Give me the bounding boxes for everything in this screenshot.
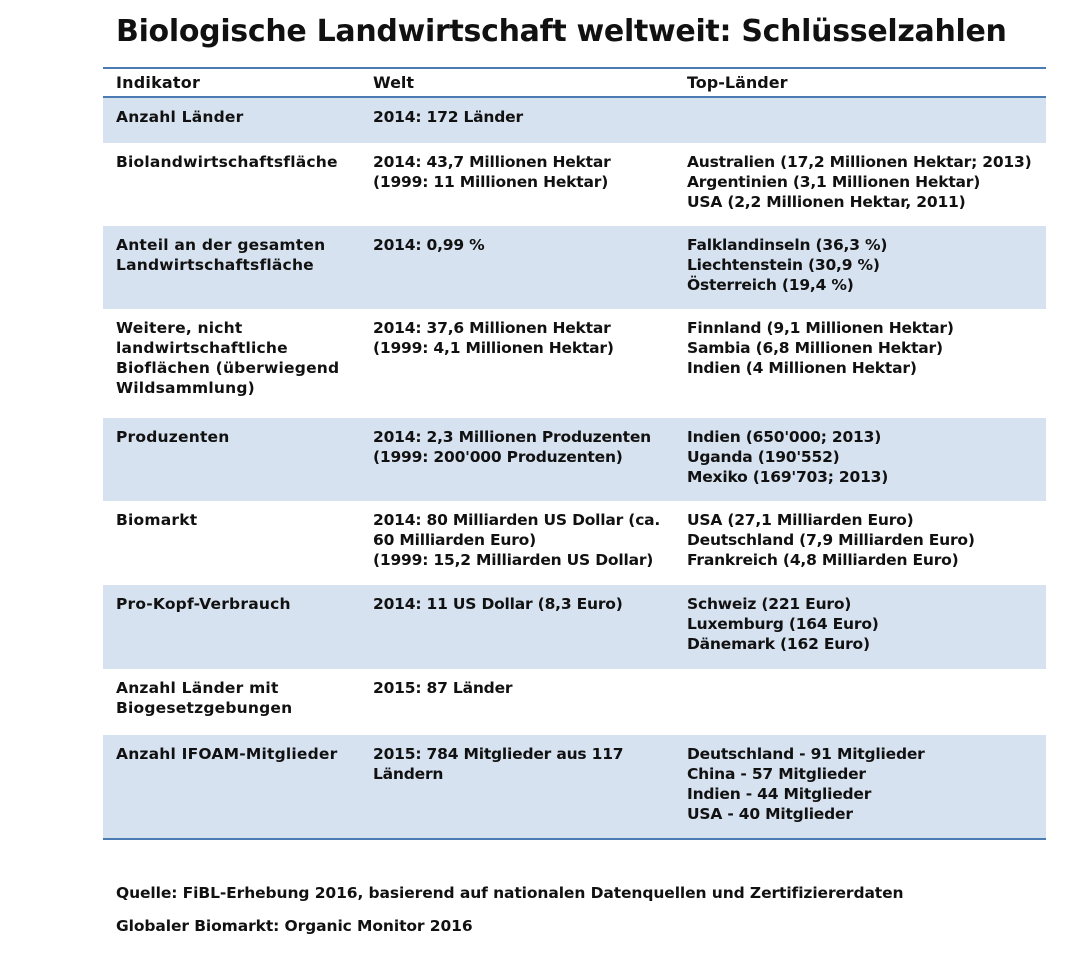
row-welt: 2015: 87 Länder <box>373 679 513 697</box>
table-header <box>103 69 1046 98</box>
row-top: USA (27,1 Milliarden Euro) Deutschland (7,9 Milliarden Euro) Frankreich (4,8 Milliarden Euro) <box>687 511 975 569</box>
source-note: Quelle: FiBL-Erhebung 2016, basierend auf nationalen Datenquellen und Zertifiziererdaten <box>116 884 904 902</box>
table-row <box>103 226 1046 309</box>
table-row <box>103 143 1046 226</box>
row-indikator: Anzahl Länder <box>116 108 244 126</box>
table-row <box>103 309 1046 418</box>
page-title: Biologische Landwirtschaft weltweit: Schlüsselzahlen <box>116 14 1007 49</box>
table-row <box>103 735 1046 838</box>
table-row <box>103 418 1046 501</box>
row-top: Falklandinseln (36,3 %) Liechtenstein (30,9 %) Österreich (19,4 %) <box>687 236 888 294</box>
row-welt: 2014: 43,7 Millionen Hektar (1999: 11 Millionen Hektar) <box>373 153 611 191</box>
table-row <box>103 585 1046 669</box>
row-indikator: Anzahl Länder mit Biogesetzgebungen <box>116 679 293 717</box>
key-figures-table <box>103 67 1046 840</box>
row-indikator: Biolandwirtschaftsfläche <box>116 153 338 171</box>
row-top: Finnland (9,1 Millionen Hektar) Sambia (6,8 Millionen Hektar) Indien (4 Millionen Hektar) <box>687 319 954 377</box>
table-row <box>103 98 1046 143</box>
row-indikator: Anteil an der gesamten Landwirtschaftsfläche <box>116 236 326 274</box>
row-indikator: Weitere, nicht landwirtschaftliche Bioflächen (überwiegend Wildsammlung) <box>116 319 340 397</box>
row-welt: 2014: 172 Länder <box>373 108 523 126</box>
row-indikator: Anzahl IFOAM-Mitglieder <box>116 745 338 763</box>
row-welt: 2014: 11 US Dollar (8,3 Euro) <box>373 595 623 613</box>
market-source-note: Globaler Biomarkt: Organic Monitor 2016 <box>116 917 473 935</box>
row-top: Indien (650'000; 2013) Uganda (190'552) Mexiko (169'703; 2013) <box>687 428 889 486</box>
header-indikator: Indikator <box>116 73 201 92</box>
header-top-laender: Top-Länder <box>687 73 788 92</box>
row-welt: 2015: 784 Mitglieder aus 117 Ländern <box>373 745 624 783</box>
row-top: Australien (17,2 Millionen Hektar; 2013) Argentinien (3,1 Millionen Hektar) USA (2,2 Millionen Hektar, 2011) <box>687 153 1032 211</box>
row-top <box>687 98 1042 107</box>
row-top: Deutschland - 91 Mitglieder China - 57 Mitglieder Indien - 44 Mitglieder USA - 40 Mitglieder <box>687 745 925 823</box>
row-top <box>687 669 1042 678</box>
row-welt: 2014: 80 Milliarden US Dollar (ca. 60 Milliarden Euro) (1999: 15,2 Milliarden US Dollar) <box>373 511 661 569</box>
row-indikator: Biomarkt <box>116 511 198 529</box>
row-indikator: Pro-Kopf-Verbrauch <box>116 595 291 613</box>
row-indikator: Produzenten <box>116 428 230 446</box>
row-welt: 2014: 0,99 % <box>373 236 485 254</box>
row-top: Schweiz (221 Euro) Luxemburg (164 Euro) Dänemark (162 Euro) <box>687 595 879 653</box>
row-welt: 2014: 2,3 Millionen Produzenten (1999: 200'000 Produzenten) <box>373 428 651 466</box>
table-row <box>103 669 1046 735</box>
header-welt: Welt <box>373 73 415 92</box>
row-welt: 2014: 37,6 Millionen Hektar (1999: 4,1 Millionen Hektar) <box>373 319 614 357</box>
table-row <box>103 501 1046 585</box>
